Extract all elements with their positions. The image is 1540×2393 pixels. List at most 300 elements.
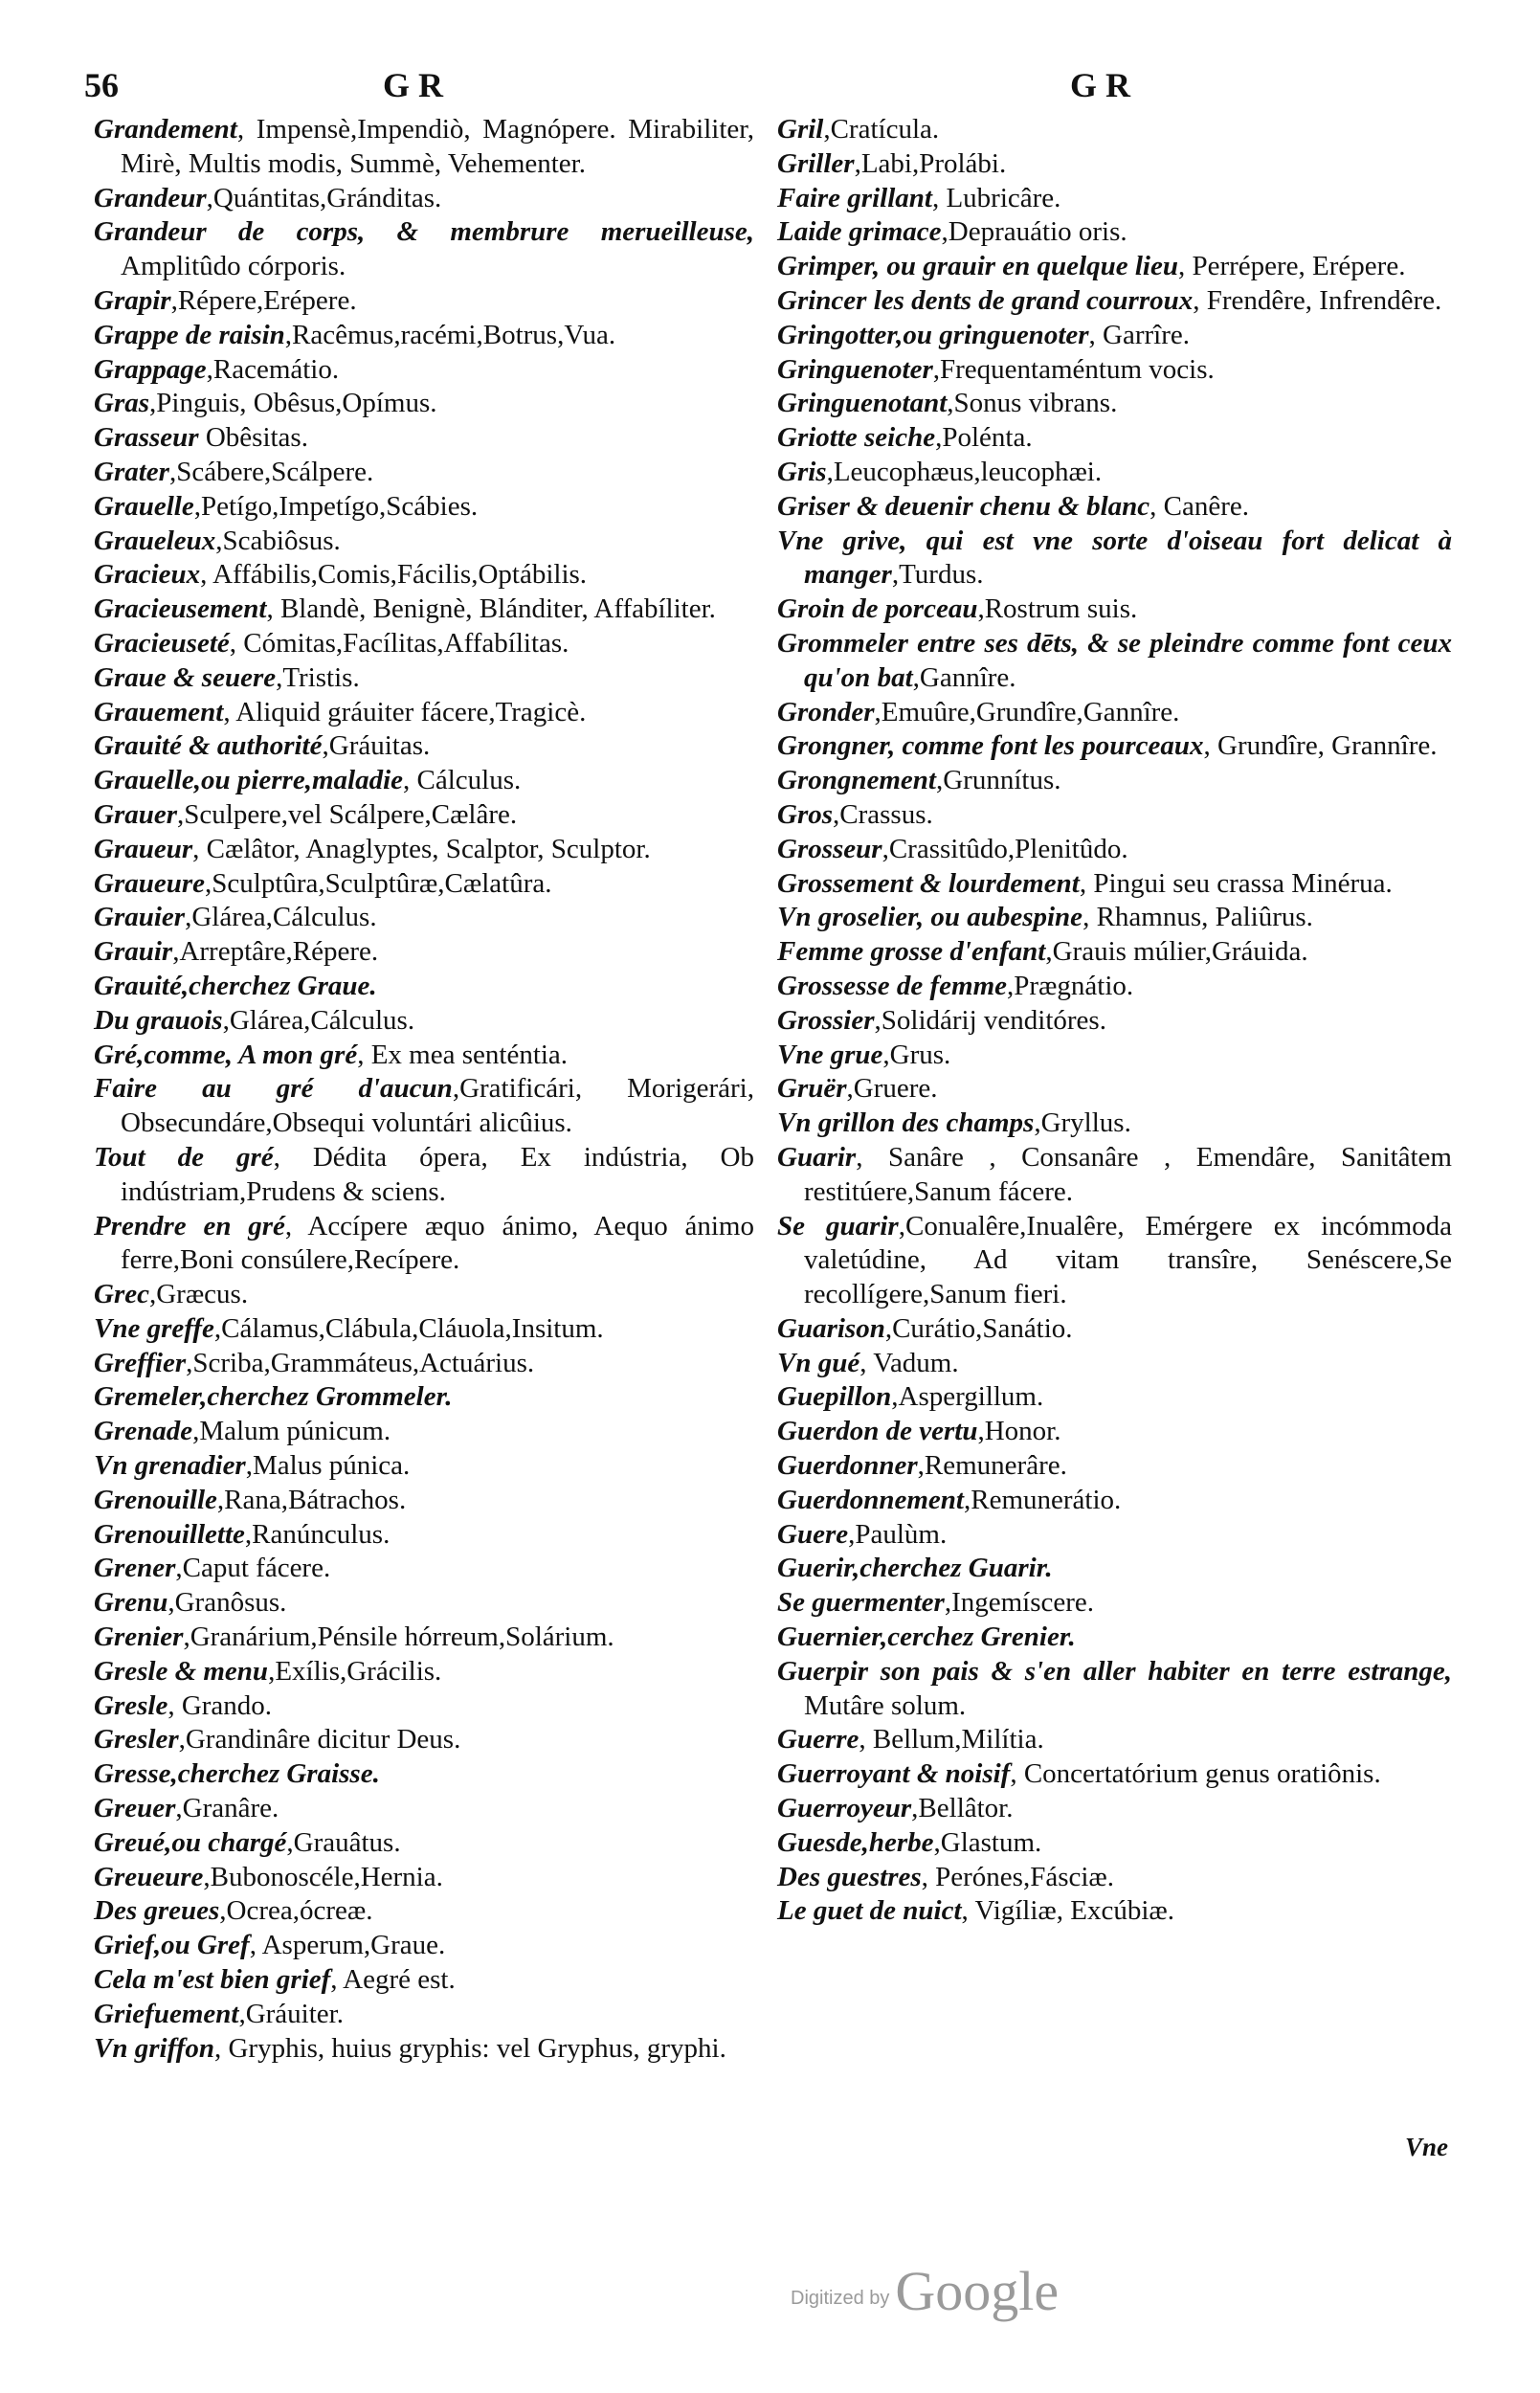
entry-headword: Le guet de nuict [777,1895,962,1927]
dictionary-entry [777,421,1452,456]
entry-headword: Grandeur [94,182,207,213]
entry-headword: Guerroyeur [777,1793,912,1824]
entry-headword: Vn gué [777,1347,860,1378]
entry-definition: ,Granâre. [175,1793,279,1824]
entry-headword: Griefuement [94,1998,239,2029]
entry-definition: ,Gráuitas. [322,730,431,762]
entry-definition: ,Granárium,Pénsile hórreum,Solárium. [183,1621,614,1653]
dictionary-entry [777,1655,1452,1724]
dictionary-entry [94,456,754,490]
dictionary-entry [94,2032,754,2067]
dictionary-entry [777,1894,1452,1929]
entry-headword: Laide grimace [777,216,942,248]
entry-headword: Gresle & menu [94,1655,269,1687]
entry-headword: Grincer les dents de grand courroux [777,284,1194,316]
dictionary-entry [94,1039,754,1073]
entry-headword: Gré,comme, A mon gré [94,1039,358,1070]
entry-definition: ,Bubonoscéle,Hernia. [203,1861,443,1892]
dictionary-entry [777,1072,1452,1107]
entry-headword: Greué,ou chargé [94,1826,287,1858]
dictionary-entry [777,1757,1452,1792]
entry-definition: ,Sonus vibrans. [947,388,1118,419]
entry-definition: , Blandè, Benignè, Blánditer, Affabíliter. [266,593,716,625]
entry-definition: ,Ocrea,ócreæ. [219,1895,373,1927]
dictionary-entry [777,1004,1452,1039]
entry-definition: ,Grus. [882,1039,951,1070]
entry-definition: ,Honor. [977,1416,1061,1447]
entry-headword: Grossement & lourdement [777,867,1080,899]
entry-headword: Grommeler entre ses dēts, & se pleindre comme font ceux qu'on bat [777,627,1452,693]
entry-definition: ,Rostrum suis. [977,593,1138,625]
entry-definition: ,Répere,Erépere. [170,284,357,316]
entry-headword: Gremeler,cherchez Grommeler. [94,1381,453,1413]
entry-definition: ,Racemátio. [206,353,340,385]
dictionary-entry [777,250,1452,284]
entry-headword: Grauelle [94,490,194,522]
entry-headword: Graue & seuere [94,661,277,693]
entry-headword: Grosseur [777,833,882,864]
dictionary-entry [94,867,754,902]
entry-definition: , Impensè,Impendiò, Magnópere. Mirabiliter, Mirè, Multis modis, Summè, Vehementer. [121,114,754,179]
entry-definition: , Frendêre, Infrendêre. [1193,284,1442,316]
dictionary-entry [94,729,754,764]
dictionary-entry [94,970,754,1004]
entry-definition: , Cómitas,Facílitas,Affabílitas. [229,627,569,659]
dictionary-entry [94,627,754,661]
entry-headword: Grief,ou Gref [94,1930,250,1961]
dictionary-entry [94,353,754,388]
entry-definition: , Aliquid gráuiter fácere,Tragicè. [223,696,587,727]
dictionary-entry [94,935,754,970]
entry-definition: ,Turdus. [891,559,984,591]
entry-headword: Grandeur de corps, & membrure merueilleuse, [94,216,754,248]
entry-headword: Guerre [777,1724,859,1756]
dictionary-entry [94,215,754,284]
dictionary-entry [777,1621,1452,1655]
entry-headword: Grongner, comme font les pourceaux [777,730,1204,762]
entry-headword: Gracieusement [94,593,267,625]
entry-headword: Grasseur [94,422,199,454]
running-head-left: G R [383,66,443,104]
entry-headword: Gracieuseté [94,627,230,659]
dictionary-entry [94,1484,754,1518]
dictionary-entry [94,1004,754,1039]
entry-headword: Guarir [777,1141,857,1173]
entry-headword: Graueleux [94,525,216,556]
dictionary-entry [777,833,1452,867]
entry-headword: Guerdonner [777,1450,918,1482]
dictionary-entry [777,729,1452,764]
running-head-right: G R [1070,66,1130,104]
entry-headword: Guerdonnement [777,1484,964,1515]
entry-definition: , Grando. [167,1689,273,1721]
entry-headword: Grauer [94,798,178,830]
watermark-small-text: Digitized by [791,2288,890,2309]
dictionary-entry [94,1278,754,1312]
entry-headword: Grater [94,456,169,487]
entry-definition: ,Crassitûdo,Plenitûdo. [882,833,1128,864]
dictionary-entry [94,1655,754,1689]
right-column [777,113,1452,1929]
entry-headword: Faire grillant [777,182,932,213]
entry-headword: Faire au gré d'aucun [94,1073,453,1105]
entry-headword: Graueure [94,867,206,899]
entry-definition: ,Cálamus,Clábula,Cláuola,Insitum. [213,1312,604,1344]
dictionary-entry [94,319,754,353]
entry-headword: Grenu [94,1587,168,1619]
dictionary-entry [94,113,754,182]
entry-definition: ,Bellâtor. [911,1793,1014,1824]
entry-headword: Griotte seiche [777,422,936,454]
entry-definition: ,Malum púnicum. [192,1416,391,1447]
entry-definition: ,Sculptûra,Sculptûræ,Cælatûra. [205,867,552,899]
entry-definition: ,Labi,Prolábi. [854,147,1007,179]
entry-headword: Grapir [94,284,171,316]
dictionary-entry [777,182,1452,216]
entry-headword: Vne grive, qui est vne sorte d'oiseau fort delicat à manger [777,525,1452,591]
entry-definition: ,Græcus. [148,1279,249,1310]
dictionary-entry [777,593,1452,627]
dictionary-entry [777,901,1452,935]
entry-definition: , Asperum,Graue. [249,1930,446,1961]
dictionary-entry [777,1826,1452,1861]
dictionary-entry [777,627,1452,696]
entry-headword: Grappe de raisin [94,319,285,350]
dictionary-entry [94,1586,754,1621]
entry-definition: ,Gratificári, Morigerári, Obsecundáre,Obsequi voluntári alicûius. [121,1073,754,1139]
dictionary-entry [94,1312,754,1347]
dictionary-entry [94,1141,754,1210]
dictionary-entry [777,1415,1452,1449]
entry-definition: ,Gannîre. [912,661,1016,693]
entry-definition: ,Conualêre,Inualêre, Emérgere ex incómmoda valetúdine, Ad vitam transîre, Senéscere,Se recollígere,Sanum fieri. [804,1210,1452,1310]
entry-headword: Guernier,cerchez Grenier. [777,1621,1076,1653]
entry-definition: ,Malus púnica. [245,1450,411,1482]
page-number: 56 [84,66,119,104]
entry-headword: Gringotter,ou gringuenoter [777,319,1089,350]
entry-definition: ,Glárea,Cálculus. [185,902,377,933]
entry-definition: ,Sculpere,vel Scálpere,Cælâre. [177,798,518,830]
dictionary-entry [777,525,1452,593]
dictionary-entry [777,387,1452,421]
entry-definition: , Gryphis, huius gryphis: vel Gryphus, gryphi. [213,2032,726,2064]
entry-definition: Mutâre solum. [804,1689,967,1721]
dictionary-entry [777,147,1452,182]
entry-definition: ,Emuûre,Grundîre,Gannîre. [874,696,1180,727]
dictionary-entry [94,901,754,935]
dictionary-entry [94,1380,754,1415]
entry-headword: Gronder [777,696,875,727]
entry-definition: ,Gráuiter. [238,1998,344,2029]
entry-definition: ,Gryllus. [1034,1107,1131,1139]
entry-definition: ,Quántitas,Gránditas. [206,182,442,213]
entry-definition: ,Granôsus. [167,1587,287,1619]
dictionary-entry [94,833,754,867]
entry-headword: Grauité,cherchez Graue. [94,970,377,1001]
dictionary-entry [94,525,754,559]
entry-headword: Gruër [777,1073,847,1105]
entry-definition: ,Pinguis, Obêsus,Opímus. [149,388,437,419]
entry-definition: , Vigíliæ, Excúbiæ. [961,1895,1174,1927]
entry-definition: ,Racêmus,racémi,Botrus,Vua. [284,319,616,350]
entry-headword: Grenouillette [94,1518,245,1550]
entry-headword: Vn grillon des champs [777,1107,1035,1139]
entry-definition: , Pingui seu crassa Minérua. [1079,867,1393,899]
dictionary-entry [777,215,1452,250]
dictionary-entry [777,1586,1452,1621]
entry-definition: , Cálculus. [403,765,522,796]
entry-headword: Grenade [94,1416,193,1447]
dictionary-entry [777,1210,1452,1312]
dictionary-entry [777,1347,1452,1381]
entry-definition: ,Curátio,Sanátio. [884,1312,1073,1344]
dictionary-entry [777,970,1452,1004]
dictionary-entry [777,1861,1452,1895]
entry-headword: Grenier [94,1621,184,1653]
entry-definition: ,Crassus. [833,798,933,830]
entry-definition: ,Rana,Bátrachos. [216,1484,407,1515]
entry-definition: , Ex mea senténtia. [357,1039,569,1070]
dictionary-entry [777,1723,1452,1757]
entry-headword: Grandement [94,114,237,145]
dictionary-entry [94,1861,754,1895]
dictionary-entry [94,1347,754,1381]
entry-headword: Gringuenotant [777,388,948,419]
dictionary-entry [777,319,1452,353]
dictionary-entry [94,1552,754,1586]
entry-headword: Se guarir [777,1210,899,1241]
dictionary-entry [94,1929,754,1963]
entry-headword: Grauement [94,696,224,727]
entry-headword: Des guestres [777,1861,922,1892]
entry-definition: ,Ranúnculus. [244,1518,391,1550]
entry-definition: , Canêre. [1149,490,1249,522]
entry-headword: Guerroyant & noisif [777,1758,1011,1790]
entry-definition: ,Deprauátio oris. [941,216,1127,248]
entry-headword: Guarison [777,1312,885,1344]
entry-headword: Gringuenoter [777,353,933,385]
entry-definition: , Rhamnus, Paliûrus. [1082,902,1313,933]
entry-headword: Graueur [94,833,193,864]
dictionary-entry [94,182,754,216]
entry-headword: Vn grenadier [94,1450,246,1482]
dictionary-entry [94,1998,754,2032]
entry-definition: ,Grunnítus. [935,765,1061,796]
entry-headword: Gris [777,456,827,487]
digitized-by-google-watermark [791,2259,1059,2323]
entry-headword: Femme grosse d'enfant [777,936,1046,968]
dictionary-entry [777,490,1452,525]
catchword: Vne [1405,2133,1449,2161]
dictionary-entry [94,387,754,421]
dictionary-entry [777,284,1452,319]
entry-headword: Greueure [94,1861,204,1892]
entry-headword: Des greues [94,1895,220,1927]
dictionary-entry [94,661,754,696]
entry-headword: Gresse,cherchez Graisse. [94,1758,380,1790]
entry-headword: Grener [94,1553,176,1584]
dictionary-entry [777,1792,1452,1826]
dictionary-entry [777,1380,1452,1415]
entry-definition: ,Polénta. [935,422,1033,454]
dictionary-entry [94,696,754,730]
entry-definition: ,Petígo,Impetígo,Scábies. [193,490,479,522]
entry-definition: , Lubricâre. [931,182,1061,213]
dictionary-entry [777,935,1452,970]
entry-headword: Griser & deuenir chenu & blanc [777,490,1150,522]
entry-headword: Vne greffe [94,1312,214,1344]
entry-headword: Guere [777,1518,849,1550]
entry-definition: ,Aspergillum. [891,1381,1044,1413]
dictionary-entry [94,1792,754,1826]
entry-definition: , Perónes,Fásciæ. [921,1861,1115,1892]
dictionary-entry [94,1894,754,1929]
entry-definition: ,Caput fácere. [175,1553,331,1584]
entry-definition: ,Prægnátio. [1007,970,1134,1001]
entry-definition: , Concertatórium genus oratiônis. [1010,1758,1381,1790]
entry-headword: Prendre en gré [94,1210,285,1241]
entry-definition: , Perrépere, Erépere. [1177,251,1406,282]
entry-headword: Grimper, ou grauir en quelque lieu [777,251,1178,282]
entry-headword: Grossesse de femme [777,970,1008,1001]
dictionary-entry [94,1449,754,1484]
entry-headword: Grauité & authorité [94,730,323,762]
dictionary-entry [777,798,1452,833]
watermark-logo-text: Google [895,2260,1060,2322]
entry-definition: , Dédita ópera, Ex indústria, Ob indústriam,Prudens & sciens. [121,1141,754,1207]
entry-definition: ,Scabiôsus. [215,525,341,556]
entry-definition: Amplitûdo córporis. [121,251,346,282]
entry-definition: ,Leucophæus,leucophæi. [826,456,1103,487]
entry-definition: ,Paulùm. [848,1518,948,1550]
entry-headword: Vn griffon [94,2032,214,2064]
dictionary-entry [777,1107,1452,1141]
entry-definition: , Aegré est. [330,1964,456,1996]
entry-headword: Grauelle,ou pierre,maladie [94,765,404,796]
entry-definition: ,Cratícula. [823,114,940,145]
dictionary-entry [777,696,1452,730]
dictionary-entry [94,764,754,798]
entry-definition: ,Grauis múlier,Gráuida. [1045,936,1308,968]
dictionary-entry [94,1072,754,1141]
entry-headword: Gresler [94,1724,179,1756]
entry-headword: Grongnement [777,765,936,796]
entry-definition: ,Ingemíscere. [944,1587,1095,1619]
dictionary-entry [777,764,1452,798]
dictionary-entry [94,1963,754,1998]
entry-definition: ,Scábere,Scálpere. [168,456,374,487]
entry-headword: Groin de porceau [777,593,978,625]
dictionary-entry [777,1449,1452,1484]
dictionary-entry [94,798,754,833]
entry-definition: ,Gruere. [846,1073,938,1105]
entry-headword: Cela m'est bien grief [94,1964,331,1996]
dictionary-entry [777,1141,1452,1210]
dictionary-entry [94,1621,754,1655]
entry-definition: , Affábilis,Comis,Fácilis,Optábilis. [200,559,588,591]
entry-headword: Grappage [94,353,207,385]
entry-headword: Se guermenter [777,1587,945,1619]
entry-headword: Gril [777,114,824,145]
dictionary-entry [94,421,754,456]
entry-definition: ,Remunerâre. [917,1450,1067,1482]
dictionary-entry [94,1757,754,1792]
dictionary-entry [94,558,754,593]
entry-headword: Vne grue [777,1039,883,1070]
entry-headword: Gros [777,798,834,830]
dictionary-entry [94,1415,754,1449]
dictionary-entry [777,867,1452,902]
entry-headword: Greffier [94,1347,187,1378]
dictionary-entry [777,1484,1452,1518]
entry-headword: Vn groselier, ou aubespine [777,902,1083,933]
dictionary-entry [94,593,754,627]
dictionary-entry [777,353,1452,388]
dictionary-entry [94,1826,754,1861]
dictionary-entry [94,1518,754,1553]
entry-definition: ,Arreptâre,Répere. [172,936,379,968]
entry-headword: Gresle [94,1689,168,1721]
entry-definition: ,Frequentaméntum vocis. [932,353,1215,385]
entry-definition: ,Tristis. [276,661,360,693]
entry-headword: Guepillon [777,1381,892,1413]
entry-definition: ,Remunerátio. [963,1484,1122,1515]
entry-definition: Obêsitas. [198,422,308,454]
entry-headword: Tout de gré [94,1141,274,1173]
entry-definition: ,Grandinâre dicitur Deus. [178,1724,461,1756]
entry-headword: Guerpir son pais & s'en aller habiter en terre estrange, [777,1655,1452,1687]
entry-definition: , Cælâtor, Anaglyptes, Scalptor, Sculptor. [192,833,651,864]
entry-headword: Du grauois [94,1004,223,1036]
dictionary-entry [94,1723,754,1757]
dictionary-entry [94,1210,754,1279]
entry-headword: Guesde,herbe [777,1826,934,1858]
entry-definition: ,Glastum. [933,1826,1042,1858]
entry-definition: ,Solidárij venditóres. [874,1004,1106,1036]
entry-definition: , Accípere æquo ánimo, Aequo ánimo ferre,Boni consúlere,Recípere. [121,1210,754,1276]
entry-headword: Guerir,cherchez Guarir. [777,1553,1053,1584]
dictionary-entry [777,1552,1452,1586]
dictionary-entry [777,113,1452,147]
entry-definition: ,Scriba,Grammáteus,Actuárius. [186,1347,535,1378]
entry-definition: ,Grauâtus. [286,1826,401,1858]
entry-definition: ,Exílis,Grácilis. [268,1655,442,1687]
dictionary-entry [94,490,754,525]
entry-definition: , Sanâre , Consanâre , Emendâre, Sanitâtem restitúere,Sanum fácere. [804,1141,1452,1207]
entry-definition: , Grundîre, Grannîre. [1203,730,1438,762]
entry-definition: , Vadum. [859,1347,959,1378]
entry-headword: Grec [94,1279,149,1310]
entry-definition: ,Glárea,Cálculus. [222,1004,415,1036]
entry-headword: Gras [94,388,150,419]
dictionary-entry [777,1039,1452,1073]
entry-headword: Grauir [94,936,173,968]
dictionary-entry [94,1689,754,1724]
entry-headword: Griller [777,147,855,179]
entry-definition: , Bellum,Milítia. [859,1724,1044,1756]
entry-headword: Greuer [94,1793,176,1824]
dictionary-entry [777,1518,1452,1553]
entry-headword: Guerdon de vertu [777,1416,978,1447]
dictionary-entry [777,456,1452,490]
entry-definition: , Garrîre. [1088,319,1190,350]
dictionary-entry [94,284,754,319]
entry-headword: Grauier [94,902,186,933]
entry-headword: Grenouille [94,1484,217,1515]
left-column [94,113,754,2066]
dictionary-entry [777,1312,1452,1347]
entry-headword: Grossier [777,1004,875,1036]
